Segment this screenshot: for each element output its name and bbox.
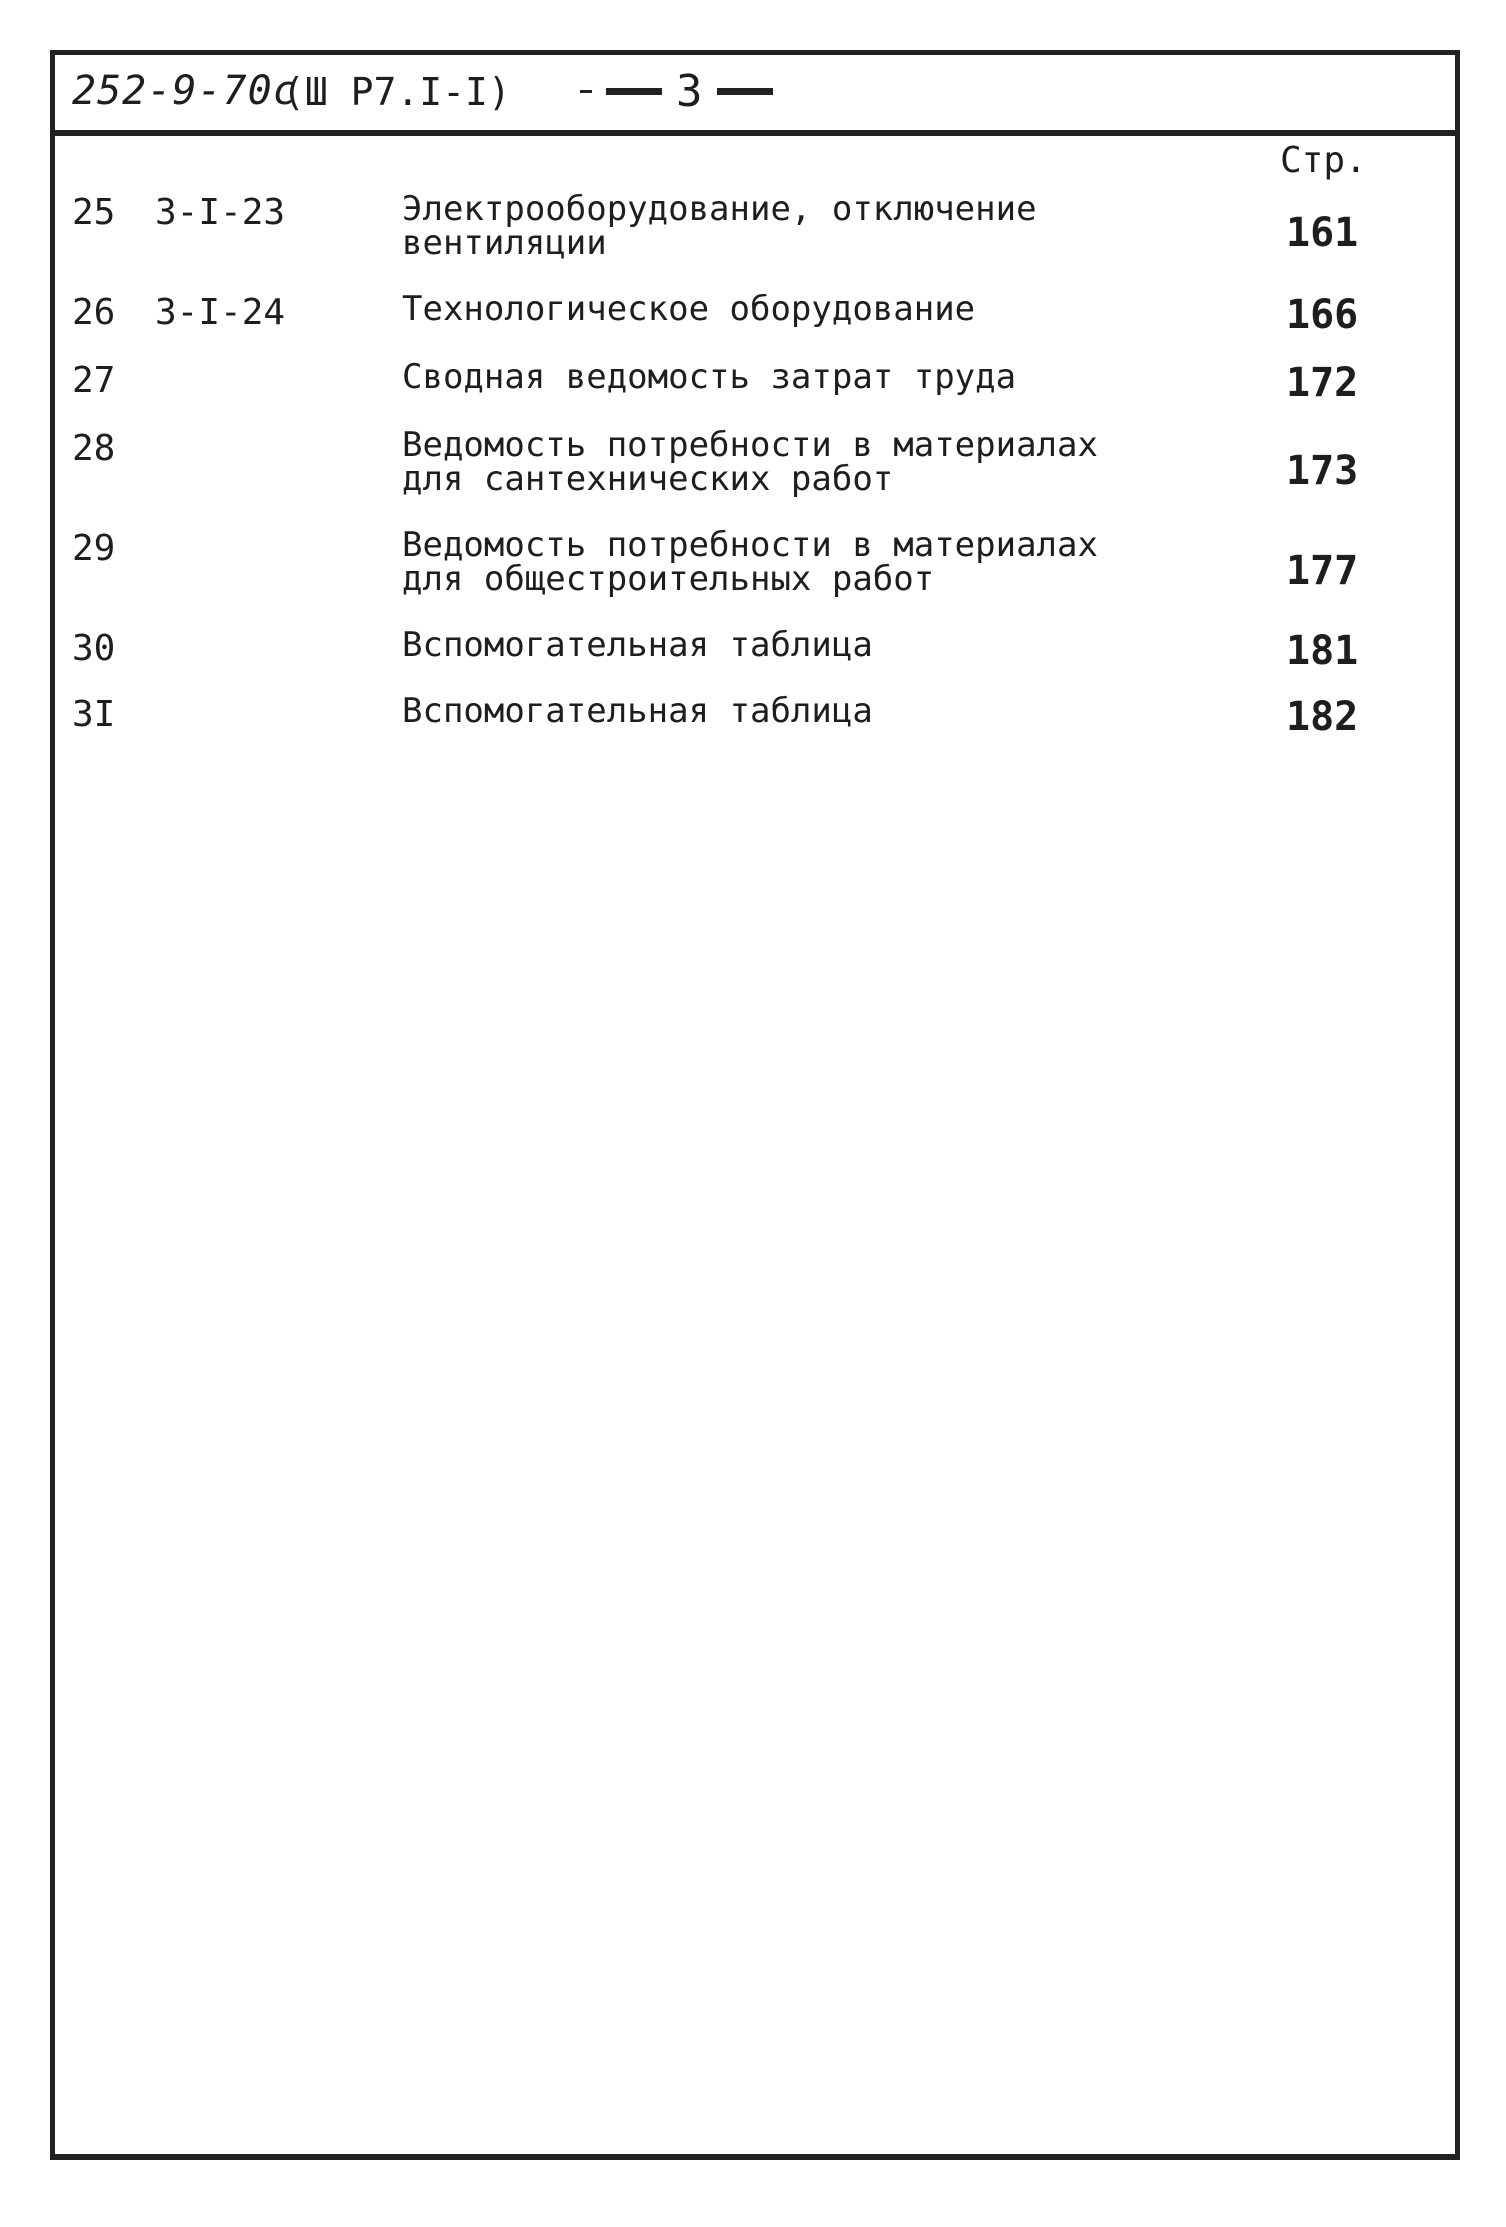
toc-row-title: Технологическое оборудование <box>402 289 976 329</box>
toc-row-title: Ведомость потребности в материалах для общестроительных работ <box>402 525 1098 599</box>
dash-decoration <box>606 88 662 95</box>
toc-row-number: 25 <box>72 192 116 233</box>
toc-row-number: 27 <box>72 360 116 401</box>
toc-row-title: Вспомогательная таблица <box>402 625 873 665</box>
toc-row-page: 181 <box>1286 628 1359 674</box>
toc-row-title: Ведомость потребности в материалах для сантехнических работ <box>402 425 1098 499</box>
toc-row-title: Электрооборудование, отключение вентиляции <box>402 189 1037 263</box>
dash-decoration <box>580 90 592 93</box>
header-divider <box>50 130 1460 136</box>
toc-row-number: 30 <box>72 628 116 669</box>
toc-row-title: Сводная ведомость затрат труда <box>402 357 1017 397</box>
toc-row-page: 173 <box>1286 448 1359 494</box>
pages-column-header: Стр. <box>1280 140 1367 181</box>
document-series: (Ш Р7.I-I) <box>282 70 511 114</box>
document-code: 252-9-70с <box>72 68 298 114</box>
toc-row-page: 172 <box>1286 360 1359 406</box>
toc-row-number: 26 <box>72 292 116 333</box>
page-number-value: 3 <box>676 66 703 117</box>
toc-row-page: 161 <box>1286 210 1359 256</box>
toc-row-title: Вспомогательная таблица <box>402 691 873 731</box>
toc-row-page: 177 <box>1286 548 1359 594</box>
dash-decoration <box>717 88 773 95</box>
toc-row-number: 28 <box>72 428 116 469</box>
toc-row-code: 3-I-24 <box>155 292 286 333</box>
toc-row-page: 182 <box>1286 694 1359 740</box>
toc-row-number: 3I <box>72 694 116 735</box>
toc-row-code: 3-I-23 <box>155 192 286 233</box>
toc-row-page: 166 <box>1286 292 1359 338</box>
page-number <box>580 66 773 117</box>
toc-row-number: 29 <box>72 528 116 569</box>
